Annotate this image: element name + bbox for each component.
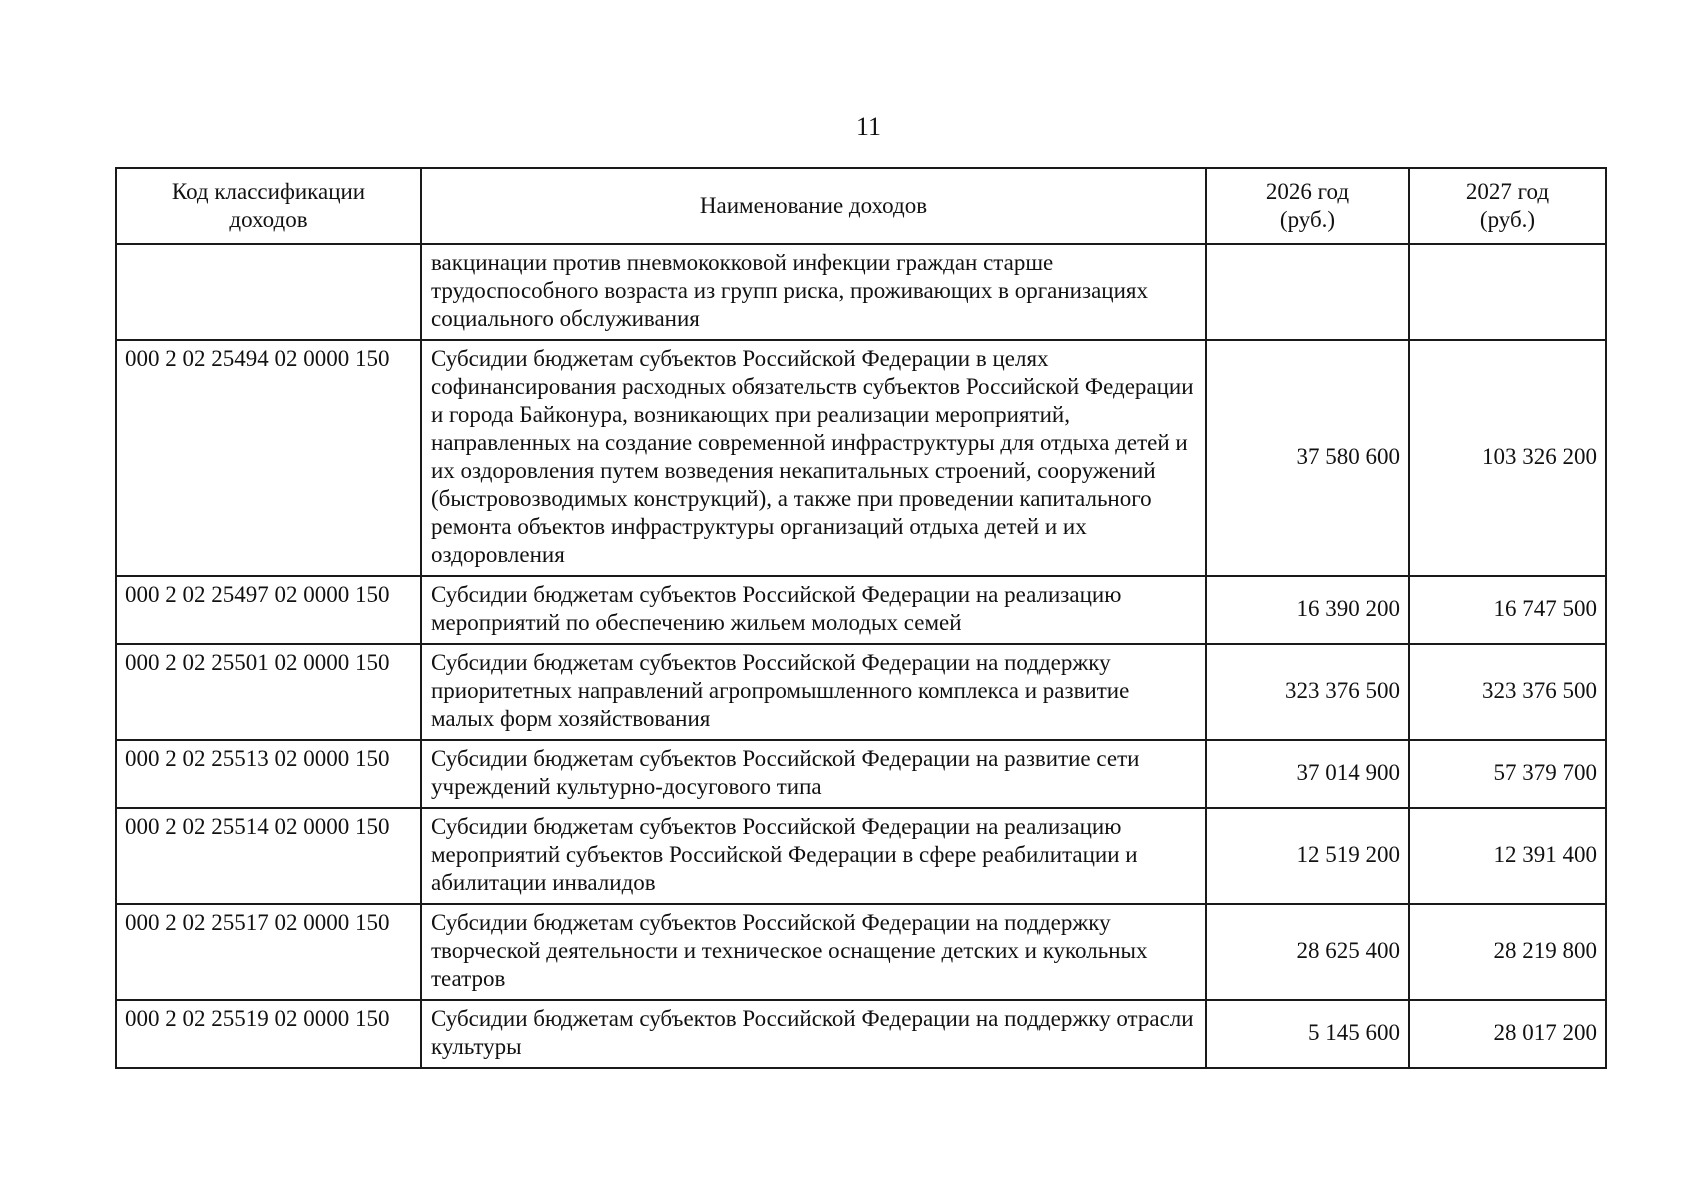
cell-2027: 12 391 400 [1409, 808, 1606, 904]
header-year-2026-line-1: 2026 год [1265, 179, 1350, 204]
cell-2026: 37 014 900 [1206, 740, 1409, 808]
cell-2027 [1409, 244, 1606, 340]
table-row [116, 740, 1606, 808]
header-year-2027-line-2: (руб.) [1479, 207, 1536, 232]
income-table [115, 167, 1607, 1069]
table-row [116, 576, 1606, 644]
cell-name: Субсидии бюджетам субъектов Российской Федерации на поддержку приоритетных направлений агропромышленного комплекса и развитие малых форм хозяйствования [421, 644, 1206, 740]
cell-2027: 57 379 700 [1409, 740, 1606, 808]
cell-code: 000 2 02 25514 02 0000 150 [116, 808, 421, 904]
cell-code: 000 2 02 25494 02 0000 150 [116, 340, 421, 576]
cell-name: Субсидии бюджетам субъектов Российской Федерации на поддержку творческой деятельности и техническое оснащение детских и кукольных театров [421, 904, 1206, 1000]
header-code-line-1: Код классификации [171, 179, 366, 204]
cell-name: Субсидии бюджетам субъектов Российской Федерации на реализацию мероприятий по обеспечению жильем молодых семей [421, 576, 1206, 644]
table-row [116, 244, 1606, 340]
header-name-text: Наименование доходов [699, 193, 928, 218]
cell-2027: 28 219 800 [1409, 904, 1606, 1000]
table-body [116, 244, 1606, 1068]
table-row [116, 904, 1606, 1000]
cell-name: Субсидии бюджетам субъектов Российской Федерации в целях софинансирования расходных обязательств субъектов Российской Федерации и города Байконура, возникающих при реализации мероприятий, направленных на создание современной инфраструктуры для отдыха детей и их оздоровления путем возведения некапитальных строений, сооружений (быстровозводимых конструкций), а также при проведении капитального ремонта объектов инфраструктуры организаций отдыха детей и их оздоровления [421, 340, 1206, 576]
cell-2026: 28 625 400 [1206, 904, 1409, 1000]
cell-2026 [1206, 244, 1409, 340]
table-header [116, 168, 1606, 244]
cell-2026: 16 390 200 [1206, 576, 1409, 644]
cell-name: Субсидии бюджетам субъектов Российской Федерации на развитие сети учреждений культурно-досугового типа [421, 740, 1206, 808]
table-row [116, 644, 1606, 740]
cell-2026: 12 519 200 [1206, 808, 1409, 904]
cell-code: 000 2 02 25517 02 0000 150 [116, 904, 421, 1000]
table-row [116, 340, 1606, 576]
header-year-2027 [1409, 168, 1606, 244]
table-row [116, 808, 1606, 904]
cell-name: вакцинации против пневмококковой инфекции граждан старше трудоспособного возраста из групп риска, проживающих в организациях социального обслуживания [421, 244, 1206, 340]
header-year-2027-line-1: 2027 год [1465, 179, 1550, 204]
header-row [116, 168, 1606, 244]
cell-name: Субсидии бюджетам субъектов Российской Федерации на реализацию мероприятий субъектов Российской Федерации в сфере реабилитации и абилитации инвалидов [421, 808, 1206, 904]
cell-2026: 323 376 500 [1206, 644, 1409, 740]
cell-code: 000 2 02 25519 02 0000 150 [116, 1000, 421, 1068]
cell-code [116, 244, 421, 340]
cell-code: 000 2 02 25497 02 0000 150 [116, 576, 421, 644]
cell-2027: 323 376 500 [1409, 644, 1606, 740]
cell-2026: 37 580 600 [1206, 340, 1409, 576]
header-year-2026 [1206, 168, 1409, 244]
table-row [116, 1000, 1606, 1068]
header-name [421, 168, 1206, 244]
cell-2027: 103 326 200 [1409, 340, 1606, 576]
cell-code: 000 2 02 25501 02 0000 150 [116, 644, 421, 740]
cell-name: Субсидии бюджетам субъектов Российской Федерации на поддержку отрасли культуры [421, 1000, 1206, 1068]
header-year-2026-line-2: (руб.) [1279, 207, 1336, 232]
header-code-line-2: доходов [229, 207, 308, 232]
header-code [116, 168, 421, 244]
cell-2027: 28 017 200 [1409, 1000, 1606, 1068]
cell-2027: 16 747 500 [1409, 576, 1606, 644]
page-number: 11 [855, 112, 882, 141]
cell-2026: 5 145 600 [1206, 1000, 1409, 1068]
cell-code: 000 2 02 25513 02 0000 150 [116, 740, 421, 808]
